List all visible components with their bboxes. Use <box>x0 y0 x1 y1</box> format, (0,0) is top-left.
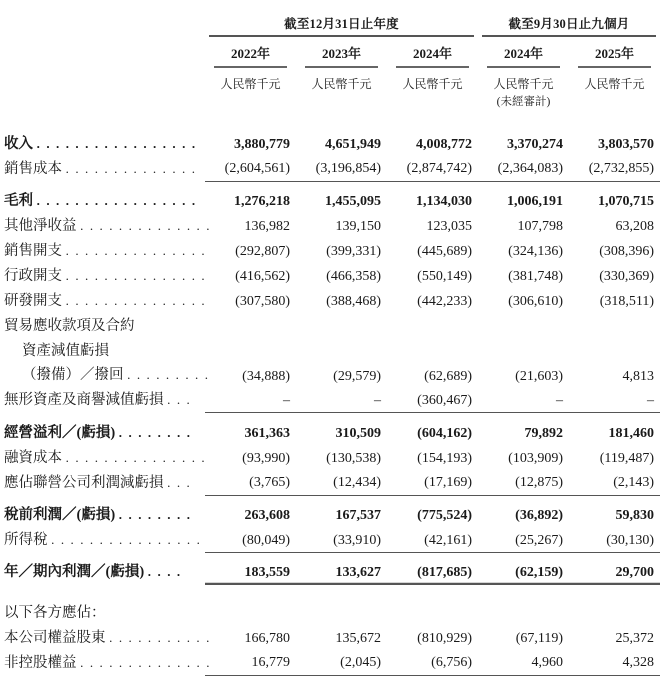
row-value: – <box>205 388 296 413</box>
column-year-2024: 2024年 <box>412 46 452 61</box>
row-label-text: 收入 <box>4 135 33 152</box>
leader-dots: . . . . . . . . . . . . . . <box>80 654 212 670</box>
column-year-2025-interim: 2025年 <box>595 46 635 61</box>
table-row <box>0 470 660 495</box>
row-label-text: 以下各方應佔： <box>4 604 106 621</box>
leader-dots: . . . . . . . . . . . . . . . . . <box>36 135 197 151</box>
row-value: 1,134,030 <box>416 194 472 210</box>
row-value: (3,196,854) <box>296 156 387 181</box>
row-label <box>0 388 205 413</box>
spacer-cell <box>0 113 660 131</box>
row-value: 59,830 <box>615 508 655 524</box>
row-label <box>0 313 205 338</box>
column-unit-1 <box>205 68 296 113</box>
row-value: (388,468) <box>326 293 381 309</box>
row-label-text: 銷售成本 <box>4 160 62 177</box>
table-body <box>0 131 660 675</box>
row-value: (2,364,083) <box>478 156 569 181</box>
column-year-2022: 2022年 <box>230 46 270 61</box>
row-value: 135,672 <box>335 630 381 646</box>
row-value: (21,603) <box>515 368 563 384</box>
leader-dots: . . . . . . . . . . . . . . . <box>65 267 207 283</box>
row-label-text: 無形資產及商譽減值虧損 <box>4 392 164 409</box>
row-value: 4,008,772 <box>416 136 472 152</box>
header-unit-row <box>0 68 660 113</box>
row-label-text: 資產減值虧損 <box>22 342 109 359</box>
leader-dots: . . . . . . . . . . . . . . . <box>65 292 207 308</box>
row-label-text: 貿易應收款項及合約 <box>4 317 135 334</box>
row-value <box>478 338 569 363</box>
row-value: (93,990) <box>242 450 290 466</box>
table-row <box>0 338 660 363</box>
row-value: (416,562) <box>235 268 290 284</box>
header-year-row <box>0 37 660 66</box>
row-value: (80,049) <box>205 528 296 553</box>
leader-dots: . . . . . . . . . <box>127 367 210 383</box>
header-group-nine-month: 截至9月30日止九個月 <box>508 17 630 31</box>
row-value: (604,162) <box>417 425 472 441</box>
section-gap <box>0 585 660 601</box>
row-value: 3,370,274 <box>507 136 563 152</box>
row-value: 166,780 <box>244 630 290 646</box>
leader-dots: . . . . <box>147 564 182 580</box>
leader-dots: . . . . . . . . <box>118 424 192 440</box>
row-value: (62,159) <box>478 560 569 585</box>
row-value: (17,169) <box>387 470 478 495</box>
leader-dots: . . . <box>167 392 192 408</box>
header-corner-cell <box>0 0 205 35</box>
row-label <box>0 156 205 181</box>
row-value <box>205 313 296 338</box>
leader-dots: . . . . . . . . . . . . . . <box>65 160 197 176</box>
row-value: 107,798 <box>517 219 563 235</box>
row-label <box>0 288 205 313</box>
row-value: (2,604,561) <box>205 156 296 181</box>
table-row <box>0 214 660 239</box>
table-row <box>0 189 660 214</box>
row-value: (775,524) <box>417 508 472 524</box>
header-unit-spacer <box>0 68 205 113</box>
column-year-2024-interim: 2024年 <box>503 46 543 61</box>
row-value: (466,358) <box>326 268 381 284</box>
header-body-spacer <box>0 113 660 131</box>
table-row <box>0 420 660 445</box>
row-value: (12,434) <box>296 470 387 495</box>
row-label-text: 稅前利潤／(虧損) <box>4 506 116 523</box>
table-row <box>0 313 660 338</box>
row-value: – <box>569 388 660 413</box>
column-year-2023: 2023年 <box>321 46 361 61</box>
row-value <box>296 313 387 338</box>
table-row <box>0 650 660 675</box>
leader-dots: . . . . . . . . . . . . . . . . . <box>36 193 197 209</box>
row-gap-cell <box>0 413 660 421</box>
row-value: (381,748) <box>508 268 563 284</box>
row-value: (810,929) <box>417 630 472 646</box>
row-value <box>478 600 569 625</box>
row-label <box>0 470 205 495</box>
row-label <box>0 503 205 528</box>
row-value: 1,455,095 <box>325 194 381 210</box>
leader-dots: . . . . . . . . . . . . . . . <box>65 242 207 258</box>
row-value: (25,267) <box>478 528 569 553</box>
table-header <box>0 0 660 131</box>
row-value: (318,511) <box>599 293 655 309</box>
row-value: 16,779 <box>205 650 296 675</box>
row-value: 3,803,570 <box>598 136 655 152</box>
row-value: (306,610) <box>508 293 563 309</box>
row-label <box>0 445 205 470</box>
row-value <box>387 313 478 338</box>
header-group-row <box>0 0 660 35</box>
row-value: 136,982 <box>244 219 290 235</box>
row-value: (817,685) <box>387 560 478 585</box>
row-value: 3,880,779 <box>234 136 290 152</box>
unit-main-3: 人民幣千元 <box>402 77 463 91</box>
unit-unaudited-note: (未經審計) <box>496 95 551 108</box>
row-value: (2,874,742) <box>387 156 478 181</box>
row-value: (307,580) <box>235 293 290 309</box>
table-row <box>0 388 660 413</box>
unit-main-2: 人民幣千元 <box>311 77 372 91</box>
row-value: (36,892) <box>515 508 563 524</box>
row-value: 4,813 <box>622 368 655 384</box>
row-label-text: 經營溢利／(虧損) <box>4 424 116 441</box>
row-value: (33,910) <box>296 528 387 553</box>
table-row <box>0 363 660 388</box>
table-row <box>0 156 660 181</box>
row-gap <box>0 495 660 503</box>
row-value: (2,143) <box>569 470 660 495</box>
table-row <box>0 131 660 156</box>
row-value: (324,136) <box>508 244 563 260</box>
row-value <box>569 600 660 625</box>
row-value: (42,161) <box>387 528 478 553</box>
table-row <box>0 528 660 553</box>
table-row <box>0 503 660 528</box>
row-gap <box>0 413 660 421</box>
row-value: (330,369) <box>599 268 655 284</box>
row-gap <box>0 552 660 560</box>
row-value <box>205 338 296 363</box>
leader-dots: . . . . . . . . <box>118 506 192 522</box>
row-label-text: 研發開支 <box>4 292 62 309</box>
row-value <box>387 338 478 363</box>
row-label-text: 其他淨收益 <box>4 218 77 235</box>
row-value <box>296 600 387 625</box>
row-value: – <box>296 388 387 413</box>
row-value: 1,276,218 <box>234 194 290 210</box>
row-value: 123,035 <box>426 219 472 235</box>
row-value: (360,467) <box>387 388 478 413</box>
row-value: (6,756) <box>387 650 478 675</box>
row-label <box>0 338 205 363</box>
row-value: 167,537 <box>335 508 381 524</box>
row-value: (2,045) <box>296 650 387 675</box>
column-unit-2 <box>296 68 387 113</box>
row-value <box>296 338 387 363</box>
row-value: (292,807) <box>235 244 290 260</box>
row-label <box>0 263 205 288</box>
row-label-text: 應佔聯營公司利潤減虧損 <box>4 474 164 491</box>
table-row <box>0 600 660 625</box>
row-label-text: 融資成本 <box>4 449 62 466</box>
row-label <box>0 420 205 445</box>
row-label <box>0 528 205 553</box>
row-value: 25,372 <box>615 630 655 646</box>
leader-dots: . . . . . . . . . . . . . . . . <box>51 531 202 547</box>
row-value: 263,608 <box>244 508 290 524</box>
column-unit-5 <box>569 68 660 113</box>
row-value: (154,193) <box>417 450 472 466</box>
leader-dots: . . . <box>167 474 192 490</box>
row-value: (3,765) <box>205 470 296 495</box>
table-row <box>0 445 660 470</box>
row-value: 29,700 <box>569 560 660 585</box>
leader-dots: . . . . . . . . . . . <box>109 629 211 645</box>
row-label <box>0 239 205 264</box>
row-value <box>569 313 660 338</box>
row-value: 133,627 <box>296 560 387 585</box>
row-value: 63,208 <box>615 219 655 235</box>
row-value: (34,888) <box>242 368 290 384</box>
row-value: – <box>478 388 569 413</box>
row-value: (445,689) <box>417 244 472 260</box>
row-value: 310,509 <box>335 425 381 441</box>
row-label <box>0 600 205 625</box>
row-value: (550,149) <box>417 268 472 284</box>
row-value: 4,651,949 <box>325 136 381 152</box>
row-value: 4,960 <box>478 650 569 675</box>
row-value: (62,689) <box>424 368 472 384</box>
row-value: (2,732,855) <box>569 156 660 181</box>
row-label-text: 銷售開支 <box>4 242 62 259</box>
column-unit-3 <box>387 68 478 113</box>
row-label <box>0 650 212 675</box>
table-row <box>0 560 660 585</box>
row-value: (12,875) <box>478 470 569 495</box>
row-label <box>0 625 211 650</box>
unit-main-1: 人民幣千元 <box>220 77 281 91</box>
row-value: 139,150 <box>335 219 381 235</box>
row-value: 1,006,191 <box>507 194 563 210</box>
row-label <box>0 363 210 388</box>
row-label-text: 所得稅 <box>4 531 48 548</box>
table-row <box>0 625 660 650</box>
row-gap <box>0 181 660 189</box>
row-value: (29,579) <box>333 368 381 384</box>
header-group-annual: 截至12月31日止年度 <box>284 17 399 31</box>
row-value: (130,538) <box>326 450 381 466</box>
leader-dots: . . . . . . . . . . . . . . <box>80 218 212 234</box>
unit-main-5: 人民幣千元 <box>584 77 645 91</box>
row-gap-cell <box>0 495 660 503</box>
row-value: 183,559 <box>205 560 296 585</box>
row-value: 361,363 <box>244 425 290 441</box>
row-value <box>478 313 569 338</box>
row-value: 1,070,715 <box>598 194 655 210</box>
row-value: (399,331) <box>326 244 381 260</box>
row-value <box>205 600 296 625</box>
row-label-text: 年／期內利潤／(虧損) <box>4 564 145 581</box>
row-label <box>0 214 212 239</box>
header-year-spacer <box>0 37 205 66</box>
row-label <box>0 189 205 214</box>
row-label <box>0 131 205 156</box>
row-value: 181,460 <box>608 425 655 441</box>
table-row <box>0 288 660 313</box>
row-value: (103,909) <box>508 450 563 466</box>
section-gap-cell <box>0 585 660 601</box>
row-value: (308,396) <box>599 244 655 260</box>
table-row <box>0 263 660 288</box>
column-unit-4 <box>478 68 569 113</box>
row-label-text: 非控股權益 <box>4 654 77 671</box>
row-value: (67,119) <box>515 630 563 646</box>
row-label-text: 行政開支 <box>4 267 62 284</box>
row-label-text: 毛利 <box>4 193 33 210</box>
row-gap-cell <box>0 181 660 189</box>
row-label <box>0 560 205 585</box>
row-value: (442,233) <box>417 293 472 309</box>
row-value: (30,130) <box>569 528 660 553</box>
row-value: 4,328 <box>569 650 660 675</box>
row-label-text: （撥備）／撥回 <box>22 367 124 384</box>
row-value <box>569 338 660 363</box>
row-gap-cell <box>0 552 660 560</box>
unit-main-4: 人民幣千元 <box>493 77 554 91</box>
table-row <box>0 239 660 264</box>
row-label-text: 本公司權益股東 <box>4 629 106 646</box>
row-value <box>387 600 478 625</box>
row-value: 79,892 <box>524 425 563 441</box>
leader-dots: . . . . . . . . . . . . . . . <box>65 449 207 465</box>
row-value: (119,487) <box>599 450 655 466</box>
